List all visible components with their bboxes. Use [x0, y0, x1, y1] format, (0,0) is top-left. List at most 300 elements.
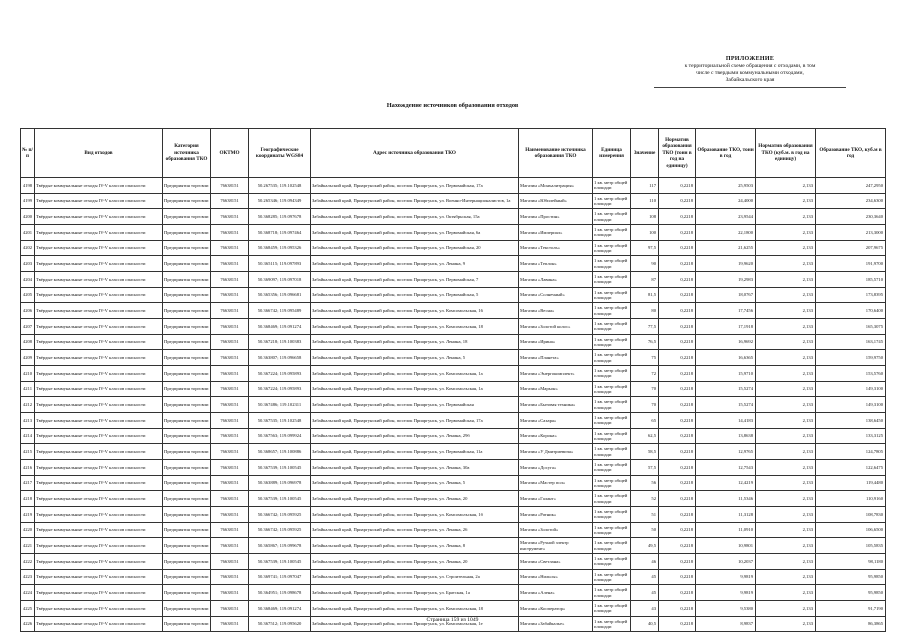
cell-norm-t: 0,2218 — [659, 287, 696, 303]
cell-source-name: Магазин «Простин» — [519, 209, 593, 225]
cell-oktmo: 76638151 — [211, 444, 249, 460]
cell-source-name: Магазин «Мастер пол» — [519, 475, 593, 491]
cell-unit: 1 кв. метр общей площади — [593, 554, 631, 570]
cell-volume-m3: 191,9700 — [816, 256, 886, 272]
cell-source-name: Магазин «Светлана» — [519, 554, 593, 570]
cell-source-name: Магазин «Золотой» — [519, 522, 593, 538]
cell-volume-t: 11,0910 — [696, 522, 756, 538]
cell-volume-m3: 124,7805 — [816, 444, 886, 460]
cell-unit: 1 кв. метр общей площади — [593, 193, 631, 209]
cell-volume-t: 12,7543 — [696, 460, 756, 476]
cell-value: 100 — [631, 225, 659, 241]
cell-source-name: Магазин «Империал» — [519, 225, 593, 241]
cell-coords: 50.366742; 119.095489 — [249, 303, 311, 319]
cell-volume-t: 16,6365 — [696, 350, 756, 366]
cell-norm-t: 0,2218 — [659, 491, 696, 507]
cell-norm-m3: 2,133 — [756, 428, 816, 444]
cell-volume-m3: 122,6475 — [816, 460, 886, 476]
cell-waste-type: Твёрдые коммунальные отходы IV-V классов опасности — [35, 303, 163, 319]
cell-value: 72 — [631, 366, 659, 382]
cell-norm-t: 0,2218 — [659, 303, 696, 319]
cell-category: Предприятия торговли — [163, 554, 211, 570]
cell-source-name: Магазин «Энергокомплект» — [519, 366, 593, 382]
cell-category: Предприятия торговли — [163, 413, 211, 429]
cell-num: 4219 — [21, 507, 35, 523]
cell-norm-m3: 2,133 — [756, 319, 816, 335]
cell-address: Забайкальский край, Приаргунский район, поселок Приаргунск, ул. Октябрьская, 15а — [311, 209, 519, 225]
cell-oktmo: 76638151 — [211, 366, 249, 382]
cell-waste-type: Твёрдые коммунальные отходы IV-V классов опасности — [35, 522, 163, 538]
cell-norm-m3: 2,133 — [756, 209, 816, 225]
cell-volume-m3: 173,8395 — [816, 287, 886, 303]
cell-volume-m3: 98,1180 — [816, 554, 886, 570]
cell-unit: 1 кв. метр общей площади — [593, 601, 631, 617]
cell-norm-t: 0,2218 — [659, 397, 696, 413]
cell-unit: 1 кв. метр общей площади — [593, 381, 631, 397]
table-row — [21, 460, 886, 476]
cell-norm-t: 0,2218 — [659, 601, 696, 617]
cell-norm-t: 0,2218 — [659, 240, 696, 256]
cell-norm-t: 0,2218 — [659, 319, 696, 335]
cell-norm-t: 0,2218 — [659, 178, 696, 194]
cell-source-name: Магазин «Ручной электр инструмент» — [519, 538, 593, 554]
cell-oktmo: 76638151 — [211, 569, 249, 585]
appendix-line: числе с твердыми коммунальными отходами, — [696, 70, 804, 76]
cell-waste-type: Твёрдые коммунальные отходы IV-V классов опасности — [35, 413, 163, 429]
cell-coords: 50.367486; 119.102311 — [249, 397, 311, 413]
cell-norm-t: 0,2218 — [659, 522, 696, 538]
cell-num: 4203 — [21, 256, 35, 272]
cell-norm-m3: 2,133 — [756, 475, 816, 491]
cell-norm-m3: 2,133 — [756, 256, 816, 272]
cell-waste-type: Твёрдые коммунальные отходы IV-V классов опасности — [35, 272, 163, 288]
cell-waste-type: Твёрдые коммунальные отходы IV-V классов опасности — [35, 193, 163, 209]
cell-norm-m3: 2,133 — [756, 193, 816, 209]
cell-address: Забайкальский край, Приаргунский район, поселок Приаргунск, ул. Первомайская, 6а — [311, 225, 519, 241]
cell-volume-m3: 91,7190 — [816, 601, 886, 617]
cell-value: 87 — [631, 272, 659, 288]
cell-source-name: Магазин «Корона» — [519, 428, 593, 444]
cell-waste-type: Твёрдые коммунальные отходы IV-V классов опасности — [35, 585, 163, 601]
cell-address: Забайкальский край, Приаргунский район, поселок Приаргунск, ул. Первомайская, 17а — [311, 178, 519, 194]
cell-oktmo: 76638151 — [211, 522, 249, 538]
cell-waste-type: Твёрдые коммунальные отходы IV-V классов опасности — [35, 240, 163, 256]
cell-unit: 1 кв. метр общей площади — [593, 178, 631, 194]
cell-unit: 1 кв. метр общей площади — [593, 256, 631, 272]
cell-coords: 50.369097; 119.097018 — [249, 272, 311, 288]
cell-category: Предприятия торговли — [163, 178, 211, 194]
cell-norm-m3: 2,133 — [756, 366, 816, 382]
table-row — [21, 585, 886, 601]
header-category: Категория источника образования ТКО — [163, 129, 211, 178]
cell-num: 4209 — [21, 350, 35, 366]
cell-volume-m3: 149,3100 — [816, 397, 886, 413]
cell-source-name: Магазин «Кооператор» — [519, 601, 593, 617]
cell-coords: 50.368285; 119.097678 — [249, 209, 311, 225]
cell-norm-t: 0,2218 — [659, 366, 696, 382]
header-source-name: Наименование источника образования ТКО — [519, 129, 593, 178]
cell-address: Забайкальский край, Приаргунский район, поселок Приаргунск, ул. Ленина, 20 — [311, 554, 519, 570]
cell-volume-m3: 110,9160 — [816, 491, 886, 507]
header-norm-m3: Норматив образования ТКО (куб.м. в год на единицу) — [756, 129, 816, 178]
cell-coords: 50.366742; 119.095925 — [249, 522, 311, 538]
cell-waste-type: Твёрдые коммунальные отходы IV-V классов опасности — [35, 319, 163, 335]
cell-num: 4202 — [21, 240, 35, 256]
cell-value: 97,5 — [631, 240, 659, 256]
cell-waste-type: Твёрдые коммунальные отходы IV-V классов опасности — [35, 334, 163, 350]
cell-unit: 1 кв. метр общей площади — [593, 538, 631, 554]
cell-volume-t: 17,7456 — [696, 303, 756, 319]
cell-volume-t: 10,2037 — [696, 554, 756, 570]
cell-source-name: Магазин «Сахара» — [519, 413, 593, 429]
cell-norm-t: 0,2218 — [659, 193, 696, 209]
cell-coords: 50.368459; 119.095326 — [249, 240, 311, 256]
cell-value: 76,5 — [631, 334, 659, 350]
cell-oktmo: 76638151 — [211, 554, 249, 570]
cell-unit: 1 кв. метр общей площади — [593, 225, 631, 241]
cell-oktmo: 76638151 — [211, 475, 249, 491]
cell-waste-type: Твёрдые коммунальные отходы IV-V классов опасности — [35, 397, 163, 413]
table-row — [21, 272, 886, 288]
cell-oktmo: 76638151 — [211, 287, 249, 303]
cell-num: 4224 — [21, 585, 35, 601]
cell-num: 4214 — [21, 428, 35, 444]
table-row — [21, 507, 886, 523]
cell-coords: 50.366742; 119.095925 — [249, 507, 311, 523]
cell-address: Забайкальский край, Приаргунский район, поселок Приаргунск, ул. Ленина, 8 — [311, 538, 519, 554]
cell-coords: 50.367535; 119.102548 — [249, 413, 311, 429]
cell-volume-t: 11,3128 — [696, 507, 756, 523]
cell-waste-type: Твёрдые коммунальные отходы IV-V классов опасности — [35, 287, 163, 303]
cell-address: Забайкальский край, Приаргунский район, поселок Приаргунск, ул. Братская, 1а — [311, 585, 519, 601]
cell-source-name: Магазин «Галант» — [519, 491, 593, 507]
cell-coords: 50.365867; 119.099678 — [249, 538, 311, 554]
cell-volume-t: 12,9765 — [696, 444, 756, 460]
cell-num: 4207 — [21, 319, 35, 335]
cell-waste-type: Твёрдые коммунальные отходы IV-V классов опасности — [35, 554, 163, 570]
cell-value: 51 — [631, 507, 659, 523]
cell-category: Предприятия торговли — [163, 460, 211, 476]
cell-norm-m3: 2,133 — [756, 522, 816, 538]
cell-address: Забайкальский край, Приаргунский район, поселок Приаргунск, ул. Ленина, 9 — [311, 256, 519, 272]
cell-norm-m3: 2,133 — [756, 538, 816, 554]
cell-norm-t: 0,2218 — [659, 334, 696, 350]
cell-category: Предприятия торговли — [163, 444, 211, 460]
cell-waste-type: Твёрдые коммунальные отходы IV-V классов опасности — [35, 507, 163, 523]
cell-norm-m3: 2,133 — [756, 225, 816, 241]
cell-unit: 1 кв. метр общей площади — [593, 507, 631, 523]
cell-norm-m3: 2,133 — [756, 554, 816, 570]
cell-norm-m3: 2,133 — [756, 460, 816, 476]
cell-waste-type: Твёрдые коммунальные отходы IV-V классов опасности — [35, 460, 163, 476]
cell-oktmo: 76638151 — [211, 350, 249, 366]
cell-address: Забайкальский край, Приаргунский район, поселок Приаргунск, ул. Первомайская, 5 — [311, 287, 519, 303]
cell-category: Предприятия торговли — [163, 538, 211, 554]
cell-volume-m3: 247,2950 — [816, 178, 886, 194]
cell-oktmo: 76638151 — [211, 240, 249, 256]
cell-value: 80 — [631, 303, 659, 319]
cell-address: Забайкальский край, Приаргунский район, поселок Приаргунск, ул. Комсомольская, 1б — [311, 507, 519, 523]
cell-norm-t: 0,2218 — [659, 413, 696, 429]
cell-coords: 50.367539; 119.100545 — [249, 554, 311, 570]
cell-volume-t: 19,9620 — [696, 256, 756, 272]
cell-address: Забайкальский край, Приаргунский район, поселок Приаргунск, ул. Первомайская, 17а — [311, 413, 519, 429]
cell-norm-m3: 2,133 — [756, 491, 816, 507]
cell-value: 117 — [631, 178, 659, 194]
cell-volume-t: 15,5274 — [696, 397, 756, 413]
cell-num: 4218 — [21, 491, 35, 507]
cell-num: 4205 — [21, 287, 35, 303]
cell-volume-m3: 105,5835 — [816, 538, 886, 554]
cell-oktmo: 76638151 — [211, 413, 249, 429]
table-row — [21, 413, 886, 429]
cell-num: 4217 — [21, 475, 35, 491]
cell-norm-m3: 2,133 — [756, 350, 816, 366]
header-address: Адрес источника образования ТКО — [311, 129, 519, 178]
cell-volume-m3: 95,9850 — [816, 585, 886, 601]
cell-volume-t: 21,6255 — [696, 240, 756, 256]
cell-category: Предприятия торговли — [163, 522, 211, 538]
appendix-title: ПРИЛОЖЕНИЕ — [725, 56, 775, 62]
cell-value: 45 — [631, 585, 659, 601]
cell-coords: 50.363807; 119.096658 — [249, 350, 311, 366]
cell-coords: 50.265346; 119.094349 — [249, 193, 311, 209]
cell-volume-t: 9,9819 — [696, 585, 756, 601]
cell-source-name: Магазин «Лавина» — [519, 272, 593, 288]
cell-unit: 1 кв. метр общей площади — [593, 209, 631, 225]
cell-unit: 1 кв. метр общей площади — [593, 287, 631, 303]
cell-norm-m3: 2,133 — [756, 507, 816, 523]
cell-coords: 50.368469; 119.091274 — [249, 319, 311, 335]
cell-category: Предприятия торговли — [163, 240, 211, 256]
cell-volume-t: 23,9544 — [696, 209, 756, 225]
cell-source-name: Магазин «У Дмитриевича» — [519, 444, 593, 460]
cell-norm-m3: 2,133 — [756, 569, 816, 585]
cell-coords: 50.368657; 119.100886 — [249, 444, 311, 460]
cell-oktmo: 76638151 — [211, 319, 249, 335]
cell-waste-type: Твёрдые коммунальные отходы IV-V классов опасности — [35, 444, 163, 460]
cell-source-name: Магазин «Планета» — [519, 350, 593, 366]
cell-oktmo: 76638151 — [211, 334, 249, 350]
cell-norm-m3: 2,133 — [756, 303, 816, 319]
cell-volume-m3: 159,9750 — [816, 350, 886, 366]
cell-volume-t: 15,5274 — [696, 381, 756, 397]
cell-oktmo: 76638151 — [211, 209, 249, 225]
cell-category: Предприятия торговли — [163, 334, 211, 350]
cell-num: 4208 — [21, 334, 35, 350]
cell-source-name: Магазин «Теплон» — [519, 256, 593, 272]
cell-value: 75 — [631, 350, 659, 366]
cell-waste-type: Твёрдые коммунальные отходы IV-V классов опасности — [35, 366, 163, 382]
cell-address: Забайкальский край, Приаргунский район, поселок Приаргунск, ул. Ленина, 30а — [311, 460, 519, 476]
cell-category: Предприятия торговли — [163, 256, 211, 272]
cell-source-name: Магазин «Юбилейный» — [519, 193, 593, 209]
cell-volume-t: 9,9819 — [696, 569, 756, 585]
cell-coords: 50.368718; 119.097464 — [249, 225, 311, 241]
cell-coords: 50.367539; 119.100545 — [249, 491, 311, 507]
cell-address: Забайкальский край, Приаргунский район, поселок Приаргунск, ул. Комсомольская, 18 — [311, 319, 519, 335]
cell-address: Забайкальский край, Приаргунский район, поселок Приаргунск, ул. Ленина, 18 — [311, 334, 519, 350]
cell-coords: 50.367539; 119.100545 — [249, 460, 311, 476]
cell-category: Предприятия торговли — [163, 381, 211, 397]
table-row — [21, 475, 886, 491]
cell-norm-m3: 2,133 — [756, 585, 816, 601]
cell-category: Предприятия торговли — [163, 319, 211, 335]
cell-norm-m3: 2,133 — [756, 397, 816, 413]
cell-num: 4212 — [21, 397, 35, 413]
table-row — [21, 209, 886, 225]
cell-norm-m3: 2,133 — [756, 178, 816, 194]
table-row — [21, 287, 886, 303]
cell-unit: 1 кв. метр общей площади — [593, 350, 631, 366]
cell-address: Забайкальский край, Приаргунский район, поселок Приаргунск, ул. Ленина, 5 — [311, 350, 519, 366]
cell-unit: 1 кв. метр общей площади — [593, 569, 631, 585]
cell-source-name: Магазин «Золотой колос» — [519, 319, 593, 335]
cell-num: 4220 — [21, 522, 35, 538]
cell-address: Забайкальский край, Приаргунский район, поселок Приаргунск, ул. Первомайская, 7 — [311, 272, 519, 288]
cell-norm-t: 0,2218 — [659, 475, 696, 491]
cell-volume-t: 15,9710 — [696, 366, 756, 382]
cell-value: 70 — [631, 381, 659, 397]
cell-volume-m3: 207,9675 — [816, 240, 886, 256]
cell-oktmo: 76638151 — [211, 256, 249, 272]
cell-volume-m3: 153,5760 — [816, 366, 886, 382]
cell-category: Предприятия торговли — [163, 585, 211, 601]
cell-address: Забайкальский край, Приаргунский район, поселок Приаргунск, ул. Ленина, 20 — [311, 491, 519, 507]
cell-address: Забайкальский край, Приаргунский район, поселок Приаргунск, ул. Ленина, 26 — [311, 522, 519, 538]
cell-source-name: Магазин «Марьон» — [519, 381, 593, 397]
cell-norm-t: 0,2218 — [659, 554, 696, 570]
cell-value: 90 — [631, 256, 659, 272]
cell-oktmo: 76638151 — [211, 601, 249, 617]
cell-category: Предприятия торговли — [163, 303, 211, 319]
cell-waste-type: Твёрдые коммунальные отходы IV-V классов опасности — [35, 616, 163, 632]
cell-category: Предприятия торговли — [163, 397, 211, 413]
table-row — [21, 334, 886, 350]
cell-unit: 1 кв. метр общей площади — [593, 475, 631, 491]
cell-waste-type: Твёрдые коммунальные отходы IV-V классов опасности — [35, 475, 163, 491]
header-unit: Единица измерения — [593, 129, 631, 178]
cell-num: 4216 — [21, 460, 35, 476]
cell-oktmo: 76638151 — [211, 193, 249, 209]
header-oktmo: ОКТМО — [211, 129, 249, 178]
cell-coords: 50.363889; 119.096978 — [249, 475, 311, 491]
cell-unit: 1 кв. метр общей площади — [593, 460, 631, 476]
table-row — [21, 522, 886, 538]
cell-value: 45 — [631, 569, 659, 585]
header-volume-t: Образование ТКО, тонн в год — [696, 129, 756, 178]
cell-unit: 1 кв. метр общей площади — [593, 240, 631, 256]
cell-coords: 50.368469; 119.091274 — [249, 601, 311, 617]
cell-norm-t: 0,2218 — [659, 272, 696, 288]
cell-address: Забайкальский край, Приаргунский район, поселок Приаргунск, ул. Комсомольская, 18 — [311, 601, 519, 617]
cell-coords: 50.367224; 119.095893 — [249, 381, 311, 397]
cell-num: 4225 — [21, 601, 35, 617]
cell-category: Предприятия торговли — [163, 569, 211, 585]
cell-num: 4223 — [21, 569, 35, 585]
cell-unit: 1 кв. метр общей площади — [593, 413, 631, 429]
cell-address: Забайкальский край, Приаргунский район, поселок Приаргунск, ул. Первомайская, 20 — [311, 240, 519, 256]
cell-waste-type: Твёрдые коммунальные отходы IV-V классов опасности — [35, 381, 163, 397]
cell-norm-t: 0,2218 — [659, 225, 696, 241]
cell-norm-t: 0,2218 — [659, 256, 696, 272]
cell-volume-t: 11,5346 — [696, 491, 756, 507]
cell-coords: 50.367512; 119.095620 — [249, 616, 311, 632]
cell-num: 4226 — [21, 616, 35, 632]
cell-num: 4201 — [21, 225, 35, 241]
cell-source-name: Магазин «Забайкалье» — [519, 616, 593, 632]
cell-coords: 50.367218; 119.100383 — [249, 334, 311, 350]
cell-source-name: Магазин «Весна» — [519, 303, 593, 319]
table-row — [21, 225, 886, 241]
table-row — [21, 569, 886, 585]
cell-oktmo: 76638151 — [211, 491, 249, 507]
cell-num: 4204 — [21, 272, 35, 288]
cell-norm-m3: 2,133 — [756, 601, 816, 617]
cell-value: 62,5 — [631, 428, 659, 444]
table-row — [21, 601, 886, 617]
cell-waste-type: Твёрдые коммунальные отходы IV-V классов опасности — [35, 569, 163, 585]
cell-num: 4198 — [21, 178, 35, 194]
header-volume-m3: Образование ТКО, куб.м в год — [816, 129, 886, 178]
cell-volume-m3: 163,1745 — [816, 334, 886, 350]
table-row — [21, 538, 886, 554]
cell-num: 4200 — [21, 209, 35, 225]
cell-volume-t: 13,8638 — [696, 428, 756, 444]
cell-value: 65 — [631, 413, 659, 429]
cell-volume-t: 10,9801 — [696, 538, 756, 554]
cell-source-name: Магазин «Монъалитрация» — [519, 178, 593, 194]
table-row — [21, 350, 886, 366]
document-title: Нахождение источников образования отходов — [386, 102, 519, 109]
cell-volume-m3: 185,5710 — [816, 272, 886, 288]
cell-coords: 50.364951; 119.098678 — [249, 585, 311, 601]
cell-norm-t: 0,2218 — [659, 350, 696, 366]
cell-norm-t: 0,2218 — [659, 585, 696, 601]
cell-coords: 50.369741; 119.097047 — [249, 569, 311, 585]
cell-value: 50 — [631, 522, 659, 538]
cell-address: Забайкальский край, Приаргунский район, поселок Приаргунск, ул. Строительная, 2а — [311, 569, 519, 585]
cell-volume-t: 19,2983 — [696, 272, 756, 288]
cell-oktmo: 76638151 — [211, 428, 249, 444]
cell-value: 77,5 — [631, 319, 659, 335]
cell-volume-m3: 165,3075 — [816, 319, 886, 335]
table-row — [21, 428, 886, 444]
cell-category: Предприятия торговли — [163, 193, 211, 209]
cell-oktmo: 76638151 — [211, 507, 249, 523]
cell-value: 57,5 — [631, 460, 659, 476]
cell-address: Забайкальский край, Приаргунский район, поселок Приаргунск, ул. Комсомольская, 1а — [311, 366, 519, 382]
cell-norm-t: 0,2218 — [659, 381, 696, 397]
cell-norm-t: 0,2218 — [659, 507, 696, 523]
cell-waste-type: Твёрдые коммунальные отходы IV-V классов опасности — [35, 209, 163, 225]
cell-waste-type: Твёрдые коммунальные отходы IV-V классов опасности — [35, 256, 163, 272]
cell-category: Предприятия торговли — [163, 350, 211, 366]
table-row — [21, 193, 886, 209]
cell-norm-t: 0,2218 — [659, 444, 696, 460]
appendix-line: Забайкальского края — [725, 77, 775, 83]
cell-source-name: Магазин «Солнечный» — [519, 287, 593, 303]
table-row — [21, 381, 886, 397]
cell-volume-t: 18,0767 — [696, 287, 756, 303]
cell-volume-t: 22,1800 — [696, 225, 756, 241]
cell-address: Забайкальский край, Приаргунский район, поселок Приаргунск, ул. Комсомольская, 1а — [311, 381, 519, 397]
cell-source-name: Магазин «Текстоль» — [519, 240, 593, 256]
cell-source-name: Магазин «Ирина» — [519, 334, 593, 350]
cell-address: Забайкальский край, Приаргунский район, поселок Приаргунск, ул. Ленина, 29б — [311, 428, 519, 444]
cell-unit: 1 кв. метр общей площади — [593, 616, 631, 632]
cell-oktmo: 76638151 — [211, 585, 249, 601]
